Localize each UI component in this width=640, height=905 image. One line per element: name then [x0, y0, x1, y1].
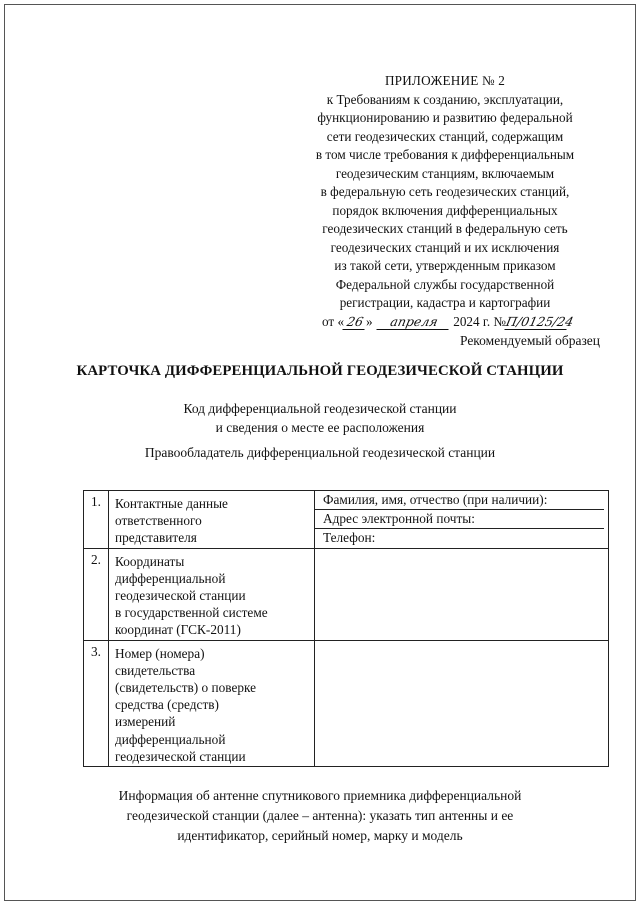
table-row	[84, 491, 609, 549]
label-line: в государственной системе	[115, 605, 268, 621]
label-line: дифференциальной	[115, 731, 226, 747]
label-line: свидетельства	[115, 662, 196, 678]
owner-caption: Правообладатель дифференциальной геодезической станции	[144, 445, 496, 460]
row-label	[109, 640, 315, 766]
full-name-field[interactable]: Фамилия, имя, отчество (при наличии):	[315, 491, 604, 510]
email-field[interactable]: Адрес электронной почты:	[315, 510, 604, 529]
station-info-table	[83, 490, 609, 767]
date-mid: »	[366, 313, 373, 329]
appendix-line: функционированию и развитию федеральной	[317, 110, 573, 125]
appendix-line: геодезическим станциям, включаемым	[335, 165, 555, 181]
label-line: геодезической станции	[115, 748, 246, 764]
label-line: представителя	[115, 530, 197, 546]
appendix-line: сети геодезических станций, содержащим	[326, 128, 564, 144]
appendix-line: геодезических станций и их исключения	[330, 239, 560, 255]
appendix-line: в федеральную сеть геодезических станций,	[320, 184, 570, 199]
label-line: Номер (номера)	[115, 645, 205, 661]
contact-fields	[315, 491, 609, 549]
phone-field[interactable]: Телефон:	[323, 530, 376, 545]
table-row	[84, 640, 609, 766]
handwritten-month: апреля	[376, 315, 451, 330]
row-label	[109, 491, 315, 549]
date-prefix: от «	[321, 313, 345, 329]
antenna-line: идентификатор, серийный номер, марку и модель	[177, 828, 463, 843]
station-code-caption	[0, 399, 640, 437]
order-date-line	[290, 313, 600, 332]
label-line: ответственного	[115, 513, 202, 529]
appendix-line: порядок включения дифференциальных	[332, 202, 558, 218]
appendix-line: регистрации, кадастра и картографии	[339, 295, 551, 310]
handwritten-order-number: П/0125/24	[504, 313, 575, 329]
row-number: 2.	[84, 548, 109, 640]
antenna-info-caption	[0, 786, 640, 846]
card-title: КАРТОЧКА ДИФФЕРЕНЦИАЛЬНОЙ ГЕОДЕЗИЧЕСКОЙ СТАНЦИИ	[76, 363, 564, 379]
station-code-line: Код дифференциальной геодезической станции	[183, 401, 457, 416]
label-line: Контактные данные	[115, 496, 228, 511]
appendix-header	[290, 72, 600, 331]
handwritten-day: 26	[342, 315, 367, 330]
antenna-line: геодезической станции (далее – антенна): указать тип антенны и ее	[126, 808, 514, 823]
row-label	[109, 548, 315, 640]
date-year: 2024 г. №	[453, 313, 507, 329]
label-line: координат (ГСК-2011)	[115, 622, 241, 638]
appendix-title: ПРИЛОЖЕНИЕ № 2	[384, 73, 506, 88]
label-line: Координаты	[115, 553, 185, 569]
label-line: (свидетельств) о поверке	[115, 680, 257, 696]
appendix-line: Федеральной службы государственной	[335, 276, 555, 292]
coordinates-value-cell[interactable]	[315, 548, 609, 640]
appendix-line: геодезических станций в федеральную сеть	[322, 221, 568, 236]
label-line: средства (средств)	[115, 697, 219, 713]
antenna-line: Информация об антенне спутникового приемника дифференциальной	[118, 788, 522, 803]
label-line: дифференциальной	[115, 570, 226, 586]
appendix-line: из такой сети, утвержденным приказом	[334, 258, 556, 273]
appendix-line: в том числе требования к дифференциальным	[315, 147, 575, 162]
label-line: геодезической станции	[115, 588, 246, 604]
appendix-line: к Требованиям к созданию, эксплуатации,	[326, 91, 564, 107]
row-number: 1.	[84, 491, 109, 549]
row-number: 3.	[84, 640, 109, 766]
table-row	[84, 548, 609, 640]
certificate-value-cell[interactable]	[315, 640, 609, 766]
station-location-line: и сведения о месте ее расположения	[215, 420, 425, 435]
label-line: измерений	[115, 714, 176, 730]
recommended-sample-label: Рекомендуемый образец	[459, 333, 600, 348]
